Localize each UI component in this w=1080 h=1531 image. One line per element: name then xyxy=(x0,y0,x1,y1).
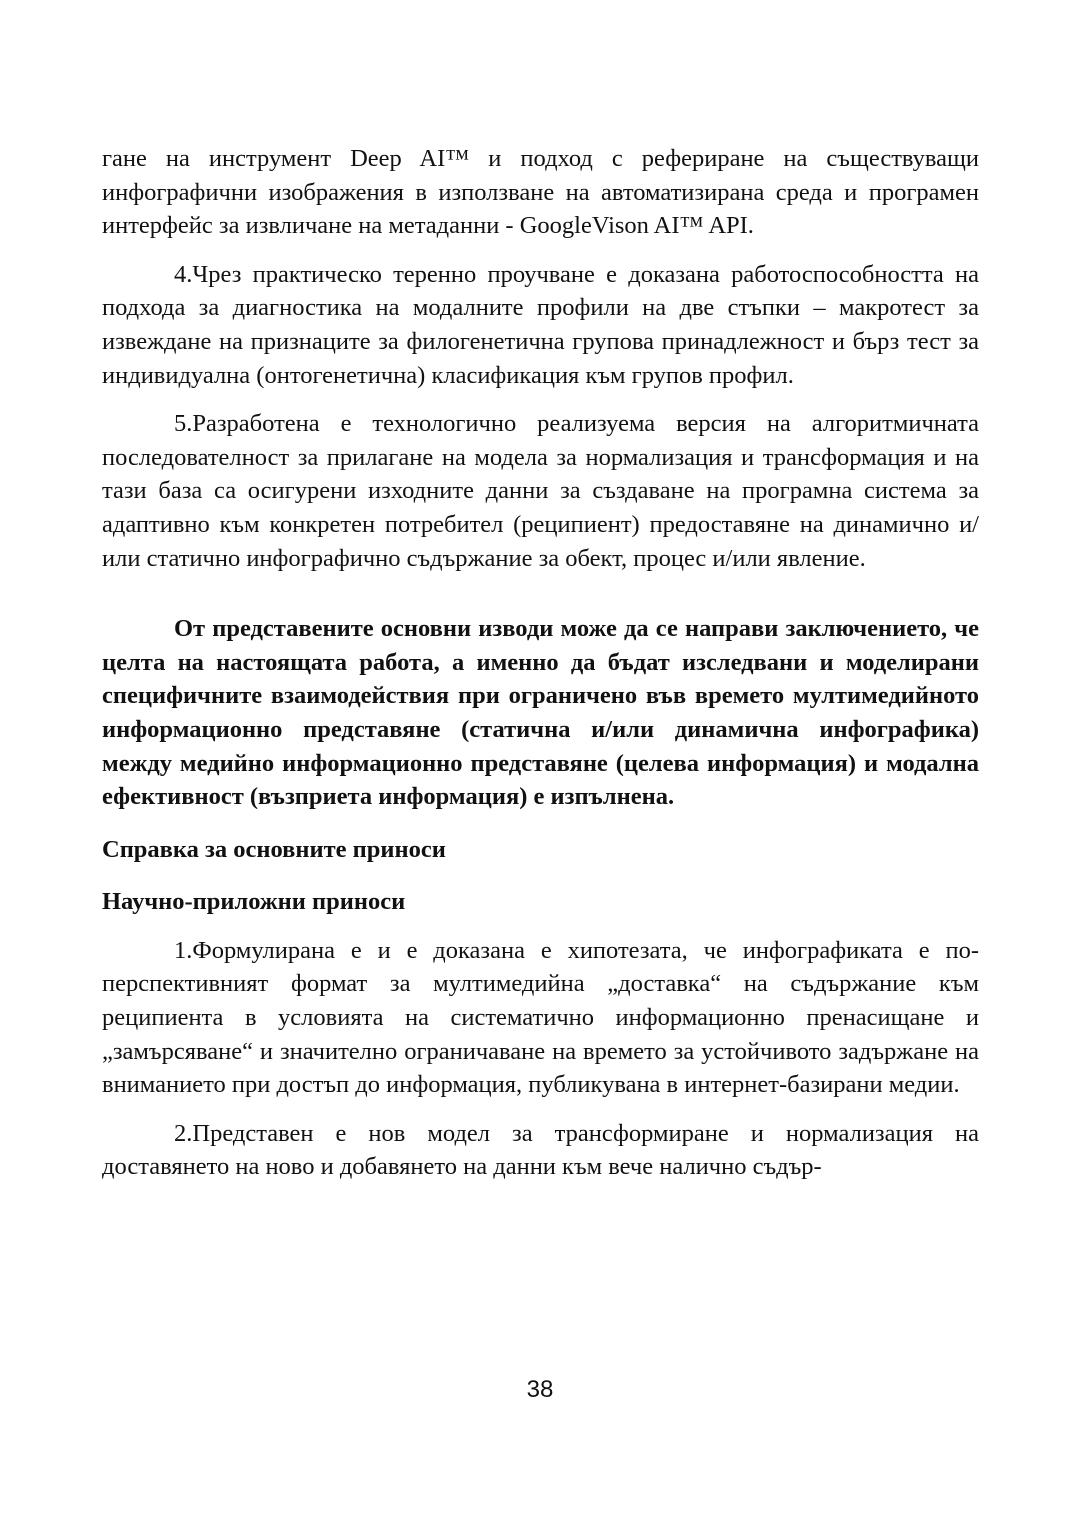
paragraph-contribution-1: 1.Формулирана е и е доказана е хипотезата, че инфографиката е по-перспективният формат за мултимедийна „доставка“ на съдържание към реципиента в условията на систематично информационно пренасищане и „замърсяване“ и значително ограничаване на времето за устойчивото задържане на вниманието при достъп до информация, публикувана в интернет-базирани медии. xyxy=(102,936,979,1099)
paragraph-contribution-2: 2.Представен е нов модел за трансформиране и нормализация на доставянето на ново и добавянето на данни към вече налично съдър- xyxy=(102,1119,979,1181)
subsection-heading-scientific-applied: Научно-приложни приноси xyxy=(102,888,406,916)
paragraph-continuation: гане на инструмент Deep AI™ и подход с рефериране на съществуващи инфографични изображения в използване на автоматизирана среда и програмен интерфейс за извличане на метаданни - GoogleVison AI™ API. xyxy=(102,145,979,240)
page-content xyxy=(102,142,979,1184)
paragraph-item-4: 4.Чрез практическо теренно проучване е доказана работоспособността на подхода за диагностика на модалните профили на две стъпки – макротест за извеждане на признаците за филогенетична групова принадлежност и бърз тест за индивидуална (онтогенетична) класификация към групов профил. xyxy=(102,260,979,389)
page-number: 38 xyxy=(526,1376,554,1403)
conclusion-paragraph: От представените основни изводи може да се направи заключението, че целта на настоящата работа, а именно да бъдат изследвани и моделирани специфичните взаимодействия при ограничено във времето мултимедийното информационно представяне (статична и/или динамична инфографика) между медийно информационно представяне (целева информация) и модална ефективност (възприета информация) е изпълнена. xyxy=(102,615,979,811)
section-heading-contributions: Справка за основните приноси xyxy=(102,835,446,863)
paragraph-item-5: 5.Разработена е технологично реализуема версия на алгоритмичната последователност за прилагане на модела за нормализация и трансформация и на тази база са осигурени изходните данни за създаване на програмна система за адаптивно към конкретен потребител (реципиент) предоставяне на динамично и/или статично инфографично съдържание за обект, процес и/или явление. xyxy=(102,410,979,572)
